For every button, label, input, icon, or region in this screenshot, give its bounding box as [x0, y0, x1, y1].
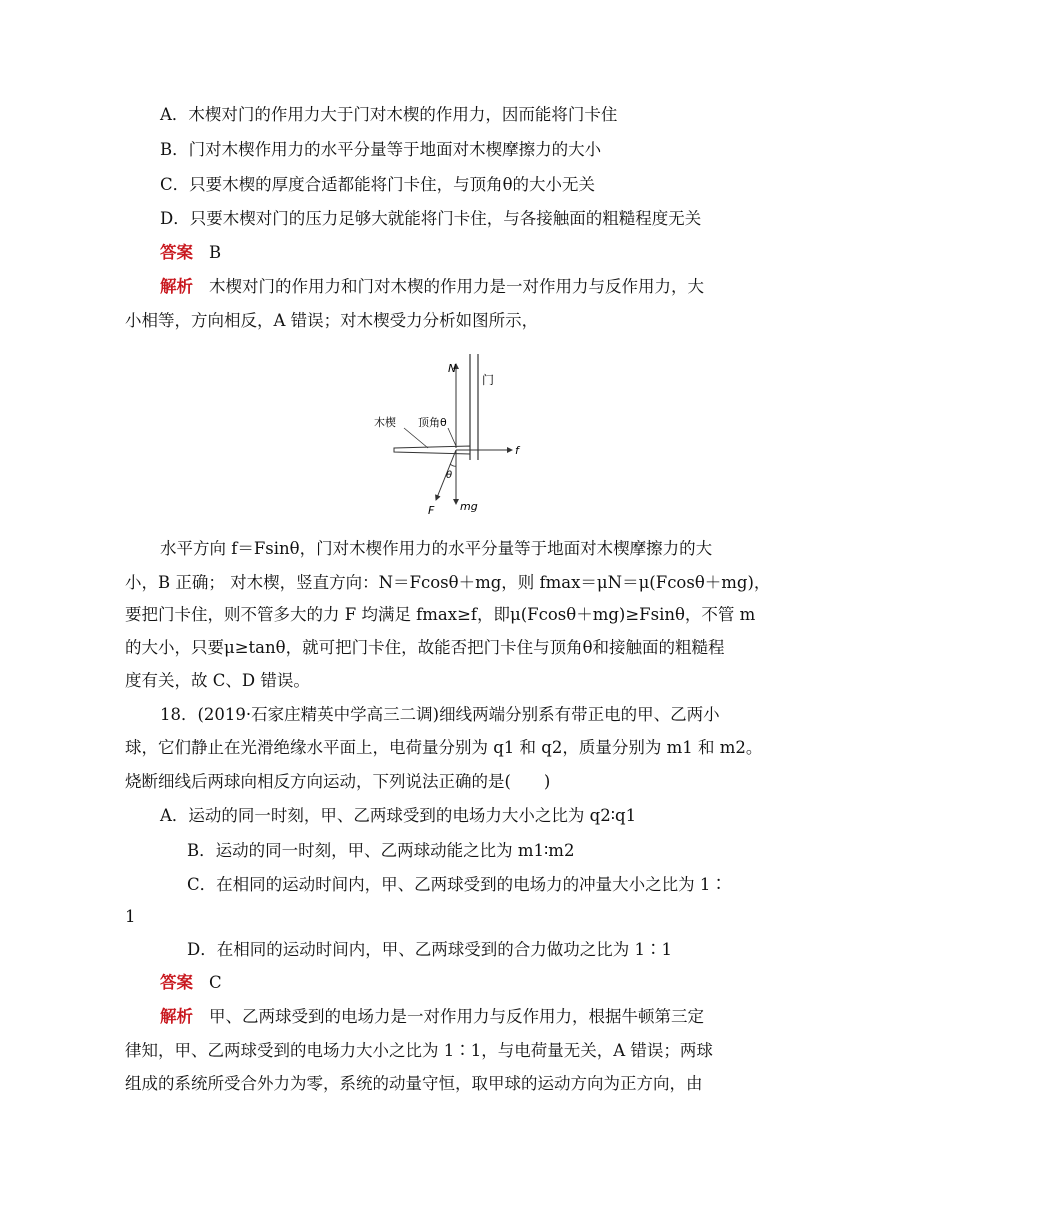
q17-analysis-line2: 小相等，方向相反，A 错误；对木楔受力分析如图所示， — [125, 311, 539, 330]
q18-stem-line2: 球，它们静止在光滑绝缘水平面上，电荷量分别为 q1 和 q2，质量分别为 m1 和 m2。 — [125, 738, 763, 757]
q17-answer — [160, 242, 1020, 264]
label-f: f — [515, 444, 519, 457]
q18-stem-line1: 18．(2019·石家庄精英中学高三二调)细线两端分别系有带正电的甲、乙两小 — [160, 705, 720, 724]
label-mg: mg — [460, 500, 478, 513]
q18-analysis-line3: 组成的系统所受合外力为零，系统的动量守恒，取甲球的运动方向为正方向，由 — [125, 1074, 703, 1093]
apex-pointer — [448, 428, 456, 446]
q17-analysis-line1: 解析 木楔对门的作用力和门对木楔的作用力是一对作用力与反作用力，大 — [160, 277, 704, 296]
wedge-pointer — [404, 428, 428, 448]
q18-analysis-line1: 解析 甲、乙两球受到的电场力是一对作用力与反作用力，根据牛顿第三定 — [160, 1007, 704, 1026]
q17-analysis-line4: 小，B 正确； 对木楔，竖直方向：N＝Fcosθ＋mg，则 fmax＝μN＝μ(Fcosθ＋mg)， — [125, 573, 771, 592]
q18-option-c: C．在相同的运动时间内，甲、乙两球受到的电场力的冲量大小之比为 1∶ — [187, 875, 727, 894]
q18-option-a: A．运动的同一时刻，甲、乙两球受到的电场力大小之比为 q2∶q1 — [160, 806, 637, 825]
label-theta: θ — [446, 470, 453, 481]
q17-option-b: B．门对木楔作用力的水平分量等于地面对木楔摩擦力的大小 — [160, 140, 602, 159]
analysis-label: 解析 — [160, 1007, 193, 1026]
q17-analysis-line3: 水平方向 f＝Fsinθ，门对木楔作用力的水平分量等于地面对木楔摩擦力的大 — [160, 539, 713, 558]
q17-analysis-line6: 的大小，只要μ≥tanθ，就可把门卡住，故能否把门卡住与顶角θ和接触面的粗糙程 — [125, 638, 725, 657]
q18-analysis-line2: 律知，甲、乙两球受到的电场力大小之比为 1∶1，与电荷量无关，A 错误；两球 — [125, 1041, 713, 1060]
label-door: 门 — [482, 373, 495, 387]
label-apex-angle: 顶角θ — [418, 416, 447, 429]
label-n: N — [448, 362, 457, 375]
theta-arc — [450, 464, 456, 466]
answer-value: C — [209, 973, 222, 992]
q17-analysis-line7: 度有关，故 C、D 错误。 — [125, 671, 310, 690]
answer-value: B — [209, 243, 222, 262]
answer-label: 答案 — [160, 243, 193, 262]
label-wedge: 木楔 — [374, 416, 396, 429]
wedge-force-diagram — [374, 352, 528, 522]
q17-analysis-line5: 要把门卡住，则不管多大的力 F 均满足 fmax≥f，即μ(Fcosθ＋mg)≥Fsinθ，不管 m — [125, 605, 756, 624]
q18-option-b: B．运动的同一时刻，甲、乙两球动能之比为 m1∶m2 — [187, 841, 575, 860]
q18-option-c-cont: 1 — [125, 907, 136, 926]
q18-option-d: D．在相同的运动时间内，甲、乙两球受到的合力做功之比为 1∶1 — [187, 940, 672, 959]
answer-label: 答案 — [160, 973, 193, 992]
q17-option-c: C．只要木楔的厚度合适都能将门卡住，与顶角θ的大小无关 — [160, 175, 596, 194]
q17-option-d: D．只要木楔对门的压力足够大就能将门卡住，与各接触面的粗糙程度无关 — [160, 209, 702, 228]
label-applied-force: F — [428, 504, 435, 517]
analysis-label: 解析 — [160, 277, 193, 296]
q18-answer — [160, 972, 1020, 994]
q17-option-a: A．木楔对门的作用力大于门对木楔的作用力，因而能将门卡住 — [160, 105, 618, 124]
q18-stem-line3: 烧断细线后两球向相反方向运动，下列说法正确的是( ) — [125, 772, 551, 791]
